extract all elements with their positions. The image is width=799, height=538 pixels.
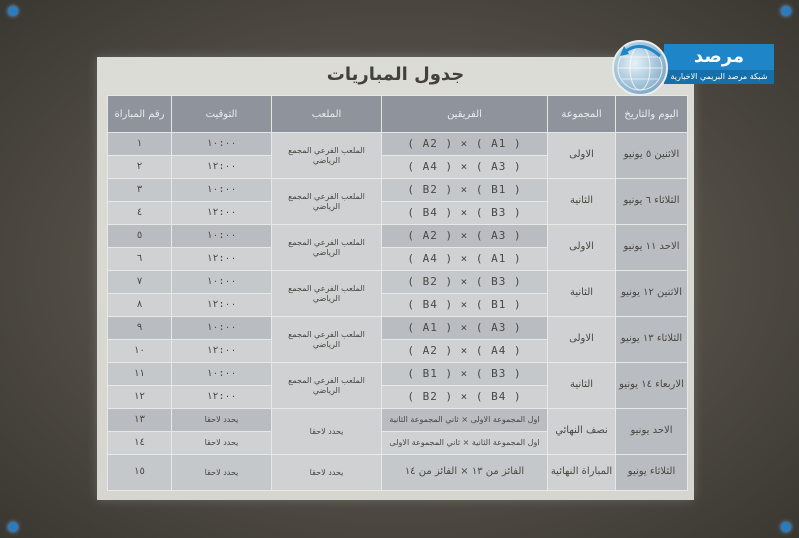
venue-cell: الملعب الفرعي المجمع الرياضي	[272, 271, 382, 317]
time-cell: ١٢:٠٠	[172, 386, 272, 409]
time-cell: يحدد لاحقا	[172, 455, 272, 491]
header-row	[108, 96, 688, 133]
teams-cell: ( B2 ) × ( B3 )	[382, 271, 548, 294]
corner-dot	[8, 522, 18, 532]
time-cell: ١٠:٠٠	[172, 271, 272, 294]
header-venue: الملعب	[272, 96, 382, 133]
table-row	[108, 409, 688, 432]
teams-cell: ( B1 ) × ( B3 )	[382, 363, 548, 386]
corner-dot	[781, 6, 791, 16]
table-row	[108, 363, 688, 386]
time-cell: ١٠:٠٠	[172, 225, 272, 248]
teams-cell: ( A2 ) × ( A4 )	[382, 340, 548, 363]
header-teams: الفريقين	[382, 96, 548, 133]
match-number-cell: ٨	[108, 294, 172, 317]
globe-icon	[612, 40, 668, 96]
group-cell: المباراة النهائية	[548, 455, 616, 491]
schedule-body	[108, 133, 688, 491]
table-row	[108, 133, 688, 156]
match-number-cell: ١٤	[108, 432, 172, 455]
table-row	[108, 271, 688, 294]
teams-cell: ( B4 ) × ( B3 )	[382, 202, 548, 225]
header-time: التوقيت	[172, 96, 272, 133]
group-cell: الاولى	[548, 225, 616, 271]
page-title: جدول المباريات	[326, 64, 465, 85]
teams-cell: ( B4 ) × ( B1 )	[382, 294, 548, 317]
time-cell: ١٠:٠٠	[172, 317, 272, 340]
venue-cell: الملعب الفرعي المجمع الرياضي	[272, 133, 382, 179]
table-row	[108, 179, 688, 202]
date-cell: الثلاثاء ١٣ يونيو	[616, 317, 688, 363]
teams-cell: ( A2 ) × ( A1 )	[382, 133, 548, 156]
date-cell: الثلاثاء يونيو	[616, 455, 688, 491]
group-cell: الثانية	[548, 271, 616, 317]
schedule-table	[107, 95, 688, 491]
teams-cell: ( A1 ) × ( A3 )	[382, 317, 548, 340]
match-number-cell: ٢	[108, 156, 172, 179]
time-cell: يحدد لاحقا	[172, 409, 272, 432]
match-number-cell: ١٣	[108, 409, 172, 432]
date-cell: الاربعاء ١٤ يونيو	[616, 363, 688, 409]
logo-tagline: شبكة مرصد البريمي الاخبارية	[664, 70, 774, 84]
date-cell: الاثنين ١٢ يونيو	[616, 271, 688, 317]
group-cell: الثانية	[548, 179, 616, 225]
match-number-cell: ١	[108, 133, 172, 156]
table-row	[108, 317, 688, 340]
match-number-cell: ١٢	[108, 386, 172, 409]
match-number-cell: ٣	[108, 179, 172, 202]
projection-screen	[97, 57, 694, 500]
venue-cell: الملعب الفرعي المجمع الرياضي	[272, 317, 382, 363]
group-cell: الاولى	[548, 317, 616, 363]
group-cell: الثانية	[548, 363, 616, 409]
date-cell: الثلاثاء ٦ يونيو	[616, 179, 688, 225]
time-cell: ١٠:٠٠	[172, 133, 272, 156]
time-cell: ١٢:٠٠	[172, 156, 272, 179]
corner-dot	[8, 6, 18, 16]
teams-cell: ( A4 ) × ( A3 )	[382, 156, 548, 179]
match-number-cell: ٦	[108, 248, 172, 271]
date-cell: الاحد يونيو	[616, 409, 688, 455]
match-number-cell: ٩	[108, 317, 172, 340]
time-cell: ١٢:٠٠	[172, 248, 272, 271]
date-cell: الاحد ١١ يونيو	[616, 225, 688, 271]
time-cell: ١٢:٠٠	[172, 294, 272, 317]
teams-cell: ( B2 ) × ( B1 )	[382, 179, 548, 202]
teams-cell: ( B2 ) × ( B4 )	[382, 386, 548, 409]
venue-cell: يحدد لاحقا	[272, 409, 382, 455]
teams-cell: اول المجموعة الثانية × ثاني المجموعة الاولى	[382, 432, 548, 455]
site-logo	[612, 36, 774, 92]
time-cell: ١٢:٠٠	[172, 340, 272, 363]
header-date: اليوم والتاريخ	[616, 96, 688, 133]
match-number-cell: ٤	[108, 202, 172, 225]
match-number-cell: ١١	[108, 363, 172, 386]
match-number-cell: ١٥	[108, 455, 172, 491]
match-number-cell: ٥	[108, 225, 172, 248]
header-group: المجموعة	[548, 96, 616, 133]
table-row	[108, 225, 688, 248]
teams-cell: ( A4 ) × ( A1 )	[382, 248, 548, 271]
match-number-cell: ٧	[108, 271, 172, 294]
time-cell: ١٠:٠٠	[172, 179, 272, 202]
match-number-cell: ١٠	[108, 340, 172, 363]
venue-cell: الملعب الفرعي المجمع الرياضي	[272, 179, 382, 225]
time-cell: ١٢:٠٠	[172, 202, 272, 225]
teams-cell: اول المجموعة الاولى × ثاني المجموعة الثانية	[382, 409, 548, 432]
group-cell: نصف النهائي	[548, 409, 616, 455]
header-match-no: رقم المباراة	[108, 96, 172, 133]
time-cell: يحدد لاحقا	[172, 432, 272, 455]
teams-cell: الفائز من ١٣ × الفائز من ١٤	[382, 455, 548, 491]
time-cell: ١٠:٠٠	[172, 363, 272, 386]
date-cell: الاثنين ٥ يونيو	[616, 133, 688, 179]
corner-dot	[781, 522, 791, 532]
logo-wordmark: مرصد	[664, 44, 774, 70]
venue-cell: الملعب الفرعي المجمع الرياضي	[272, 363, 382, 409]
group-cell: الاولى	[548, 133, 616, 179]
table-row	[108, 455, 688, 491]
venue-cell: الملعب الفرعي المجمع الرياضي	[272, 225, 382, 271]
teams-cell: ( A2 ) × ( A3 )	[382, 225, 548, 248]
venue-cell: يحدد لاحقا	[272, 455, 382, 491]
